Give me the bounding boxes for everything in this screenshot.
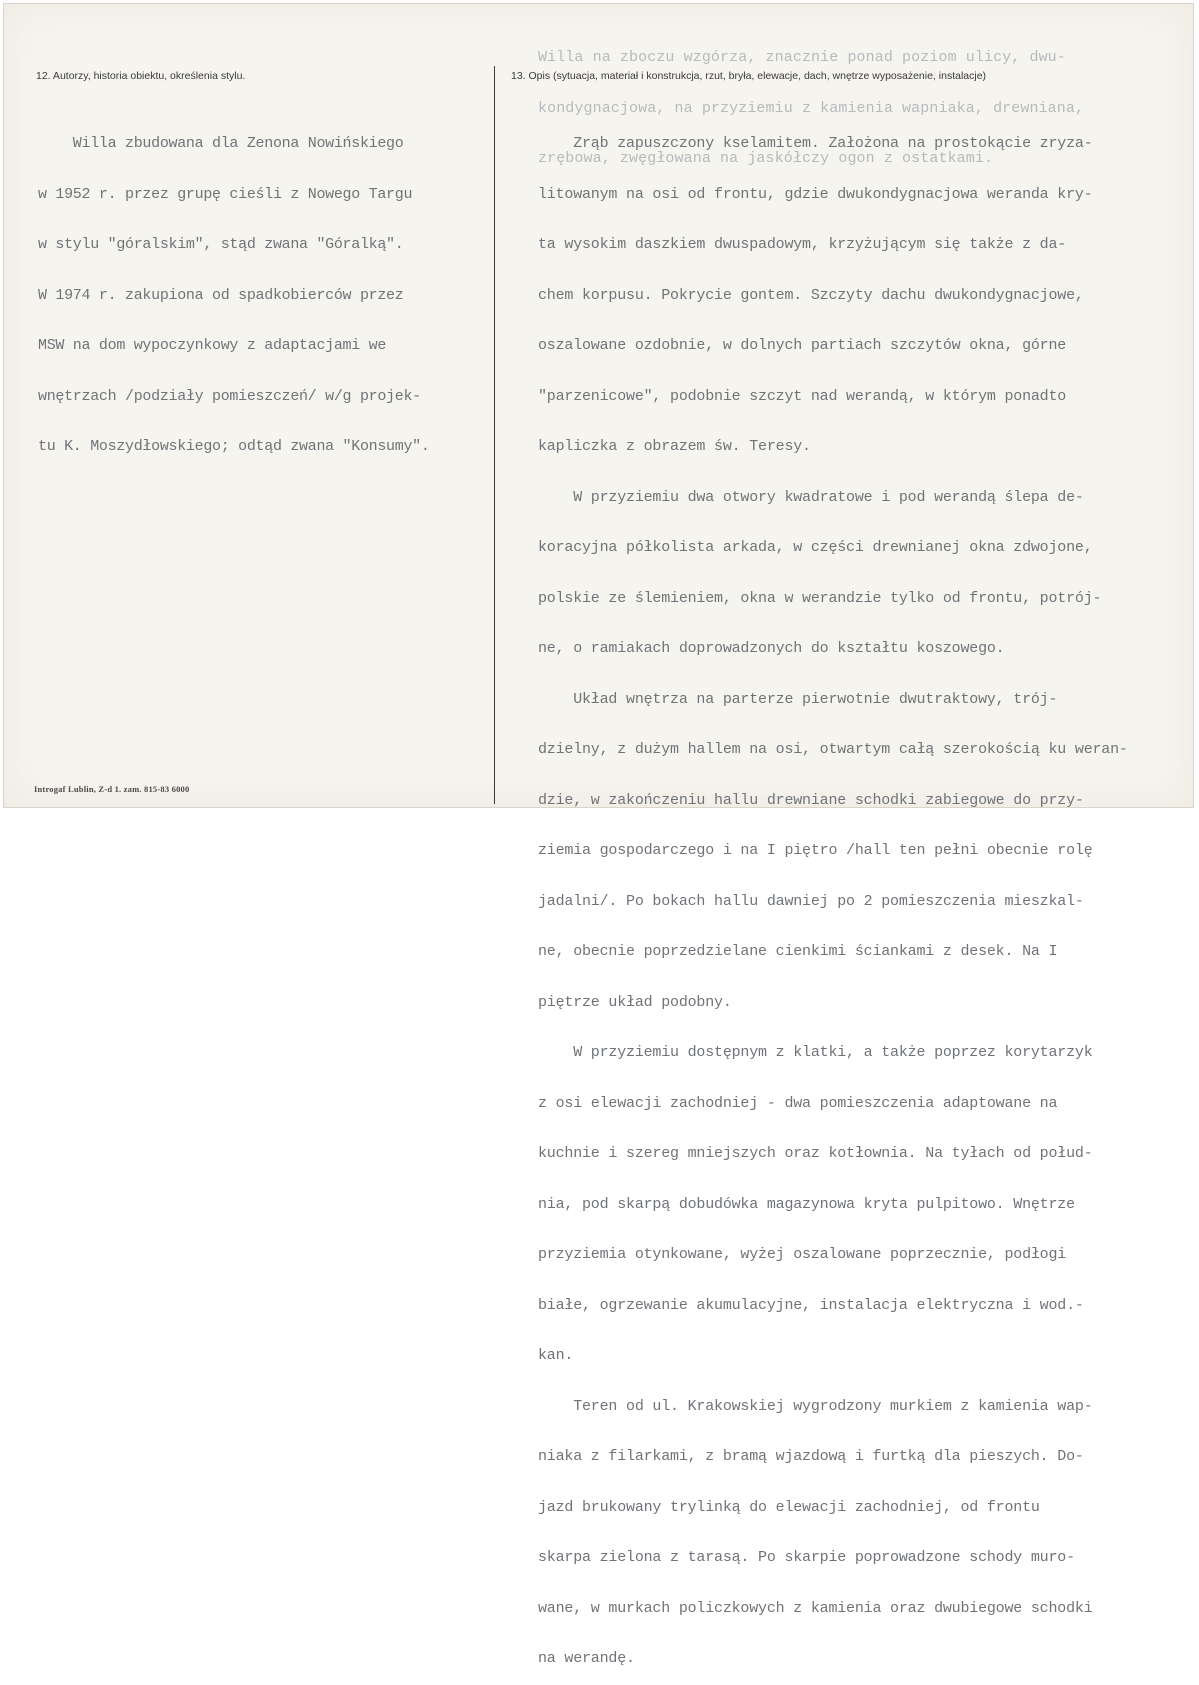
- text-line: nia, pod skarpą dobudówka magazynowa kryta pulpitowo. Wnętrze: [538, 1195, 1075, 1213]
- text-line: W przyziemiu dostępnym z klatki, a także poprzez korytarzyk: [538, 1044, 1093, 1061]
- text-line: polskie ze ślemieniem, okna w werandzie tylko od frontu, potrój-: [538, 589, 1102, 607]
- text-line: kuchnie i szereg mniejszych oraz kotłownia. Na tyłach od połud-: [538, 1145, 1093, 1162]
- text-line: białe, ogrzewanie akumulacyjne, instalacja elektryczna i wod.-: [538, 1296, 1084, 1314]
- continuation-line: Willa na zboczu wzgórza, znacznie ponad poziom ulicy, dwu-: [538, 49, 1066, 66]
- text-line: ziemia gospodarczego i na I piętro /hall ten pełni obecnie rolę: [538, 842, 1093, 859]
- text-line: litowanym na osi od frontu, gdzie dwukondygnacjowa weranda kry-: [538, 185, 1093, 203]
- text-line: kan.: [538, 1347, 574, 1364]
- text-line: wane, w murkach policzkowych z kamienia oraz dwubiegowe schodki: [538, 1599, 1093, 1617]
- text-line: oszalowane ozdobnie, w dolnych partiach szczytów okna, górne: [538, 337, 1067, 354]
- text-line: W 1974 r. zakupiona od spadkobierców przez: [38, 286, 404, 304]
- text-line: w 1952 r. przez grupę cieśli z Nowego Targu: [38, 185, 413, 203]
- text-line: dzie, w zakończeniu hallu drewniane schodki zabiegowe do przy-: [538, 791, 1084, 809]
- section-13-label: 13. Opis (sytuacja, materiał i konstrukcja, rzut, bryła, elewacje, dach, wnętrze wyposażenie, instalacje): [511, 70, 987, 82]
- text-line: "parzenicowe", podobnie szczyt nad werandą, w którym ponadto: [538, 387, 1067, 405]
- continuation-line: kondygnacjowa, na przyziemiu z kamienia wapniaka, drewniana,: [538, 99, 1085, 117]
- text-line: w stylu "góralskim", stąd zwana "Góralką".: [38, 236, 404, 253]
- text-line: koracyjna półkolista arkada, w części drewnianej okna zdwojone,: [538, 539, 1093, 556]
- section-12-text: [38, 102, 430, 473]
- text-line: ne, obecnie poprzedzielane cienkimi ściankami z desek. Na I: [538, 943, 1058, 960]
- printer-imprint: Introgaf Lublin, Z-d 1. zam. 815-83 6000: [34, 784, 190, 794]
- section-13-text: [538, 99, 1128, 1685]
- text-line: ta wysokim daszkiem dwuspadowym, krzyżującym się także z da-: [538, 236, 1067, 253]
- text-line: jadalni/. Po bokach hallu dawniej po 2 pomieszczenia mieszkal-: [538, 892, 1084, 910]
- text-line: ne, o ramiakach doprowadzonych do kształtu koszowego.: [538, 640, 1005, 657]
- text-line: kapliczka z obrazem św. Teresy.: [538, 438, 811, 455]
- text-line: dzielny, z dużym hallem na osi, otwartym całą szerokością ku weran-: [538, 741, 1128, 758]
- text-line: jazd brukowany trylinką do elewacji zachodniej, od frontu: [538, 1498, 1040, 1516]
- text-line: MSW na dom wypoczynkowy z adaptacjami we: [38, 337, 387, 354]
- text-line: Zrąb zapuszczony kselamitem. Założona na prostokącie zryza-: [538, 135, 1093, 152]
- text-line: Teren od ul. Krakowskiej wygrodzony murkiem z kamienia wap-: [538, 1397, 1093, 1415]
- text-line: piętrze układ podobny.: [538, 993, 732, 1011]
- text-line: chem korpusu. Pokrycie gontem. Szczyty dachu dwukondygnacjowe,: [538, 286, 1084, 304]
- text-line: Układ wnętrza na parterze pierwotnie dwutraktowy, trój-: [538, 690, 1058, 708]
- text-line: niaka z filarkami, z bramą wjazdową i furtką dla pieszych. Do-: [538, 1448, 1084, 1465]
- text-line: W przyziemiu dwa otwory kwadratowe i pod werandą ślepa de-: [538, 488, 1084, 506]
- text-line: tu K. Moszydłowskiego; odtąd zwana "Konsumy".: [38, 438, 430, 455]
- section-12-label: 12. Autorzy, historia obiektu, określenia stylu.: [36, 70, 246, 82]
- text-line: Willa zbudowana dla Zenona Nowińskiego: [38, 135, 404, 152]
- text-line: na werandę.: [538, 1650, 635, 1667]
- continuation-line: zrębowa, zwęgłowana na jaskółczy ogon z ostatkami.: [538, 150, 994, 167]
- text-line: wnętrzach /podziały pomieszczeń/ w/g projek-: [38, 387, 421, 405]
- text-line: skarpa zielona z tarasą. Po skarpie poprowadzone schody muro-: [538, 1549, 1075, 1566]
- text-line: przyziemia otynkowane, wyżej oszalowane poprzecznie, podłogi: [538, 1246, 1067, 1263]
- column-divider: [494, 66, 495, 804]
- text-line: z osi elewacji zachodniej - dwa pomieszczenia adaptowane na: [538, 1094, 1058, 1112]
